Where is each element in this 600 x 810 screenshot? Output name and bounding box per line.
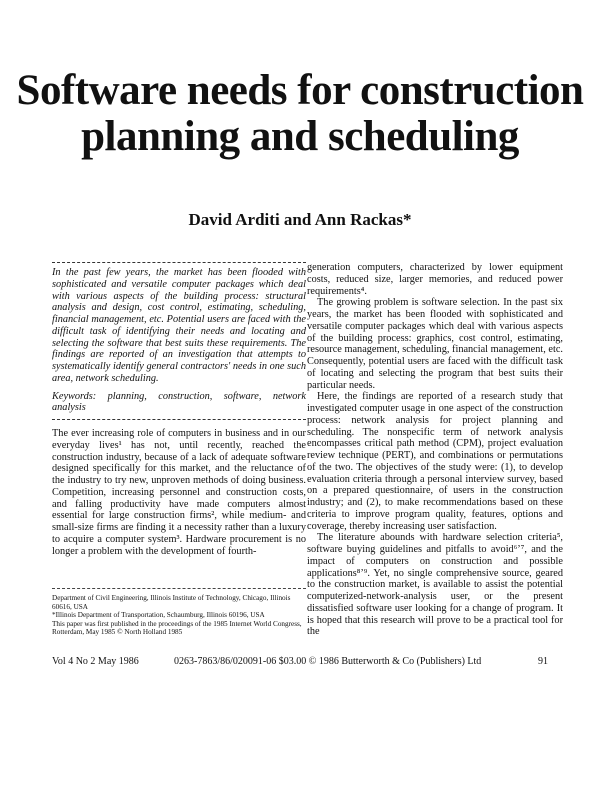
divider — [52, 262, 306, 263]
divider — [52, 419, 306, 420]
journal-volume: Vol 4 No 2 May 1986 — [52, 656, 139, 667]
paragraph: The ever increasing role of computers in business and in our everyday lives¹ has not, until recently, reached the construction industry, because of a lack of adequate software designed specifically for this market, and the reluctance of the industry to try new, unproven methods of doing business. Competition, increasing personnel and construction costs, and falling productivity have made computers almost essential for large construction firms², while medium- and small-size firms are finding it a necessity rather than a luxury to acquire a computer system³. Hardware procurement is no longer a problem with the development of fourth- — [52, 428, 306, 557]
footnote: Department of Civil Engineering, Illinois Institute of Technology, Chicago, Illinois 60616, USA — [52, 594, 291, 611]
paper-title: Software needs for construction planning and scheduling — [16, 67, 584, 160]
paragraph: Here, the findings are reported of a research study that investigated computer usage in one aspect of the construction process: network analysis for project planning and scheduling. The nonspecific term of network analysis encompasses critical path method (CPM), project evaluation review technique (PERT), and combinations or permutations of the two. The objectives of the study were: (1), to develop evaluation criteria through a personal interview survey, based on a prepared questionnaire, of users in the construction industry; and (2), to make recommendations based on these criteria to improve program quality, features, options and coverage, thereby increasing user satisfaction. — [307, 391, 563, 532]
paragraph-continued: generation computers, characterized by lower equipment costs, reduced size, larger memories, and reduced power requirements⁴. — [307, 262, 563, 297]
page-number: 91 — [538, 656, 548, 667]
keywords: Keywords: planning, construction, software, network analysis — [52, 390, 306, 414]
divider — [52, 588, 306, 589]
abstract: In the past few years, the market has been flooded with sophisticated and versatile computer packages which deal with various aspects of the building process: structural analysis and design, cost control, estimating, scheduling, financial management, etc. Potential users are faced with the difficult task of identifying their needs and locating and selecting the software that best suits these requirements. The findings are reported of an investigation that attempts to systematically identify general contractors' needs in one such area, network scheduling. — [52, 267, 306, 384]
paragraph: The growing problem is software selection. In the past six years, the market has been flooded with sophisticated and versatile computer packages which deal with various aspects of the building process: graphics, cost control, estimating, resource management, scheduling, financial management, etc. Consequently, potential users are faced with the difficult task of locating and selecting the program that best suits their particular needs. — [307, 297, 563, 391]
right-column — [307, 262, 563, 638]
copyright: 0263-7863/86/020091-06 $03.00 © 1986 Butterworth & Co (Publishers) Ltd — [174, 656, 482, 667]
footnote: *Illinois Department of Transportation, Schaumburg, Illinois 60196, USA — [52, 611, 265, 620]
left-column — [52, 262, 306, 580]
body-text-left — [52, 428, 306, 580]
authors: David Arditi and Ann Rackas* — [188, 210, 412, 229]
paragraph: The literature abounds with hardware selection criteria⁵, software buying guidelines and pitfalls to avoid⁶ʼ⁷, and the impact of computers on construction and possible applications⁸ʼ⁹. Yet, no single comprehensive source, geared to the construction market, is available to assist the potential computerized-network-analysis user, or the present dissatisfied software user looking for a change of program. It is hoped that this research will prove to be a practical tool for the — [307, 532, 563, 638]
footnote: This paper was first published in the proceedings of the 1985 Internet World Congress, Rotterdam, May 1985 © North Holland 1985 — [52, 619, 302, 637]
footnotes — [52, 594, 306, 637]
